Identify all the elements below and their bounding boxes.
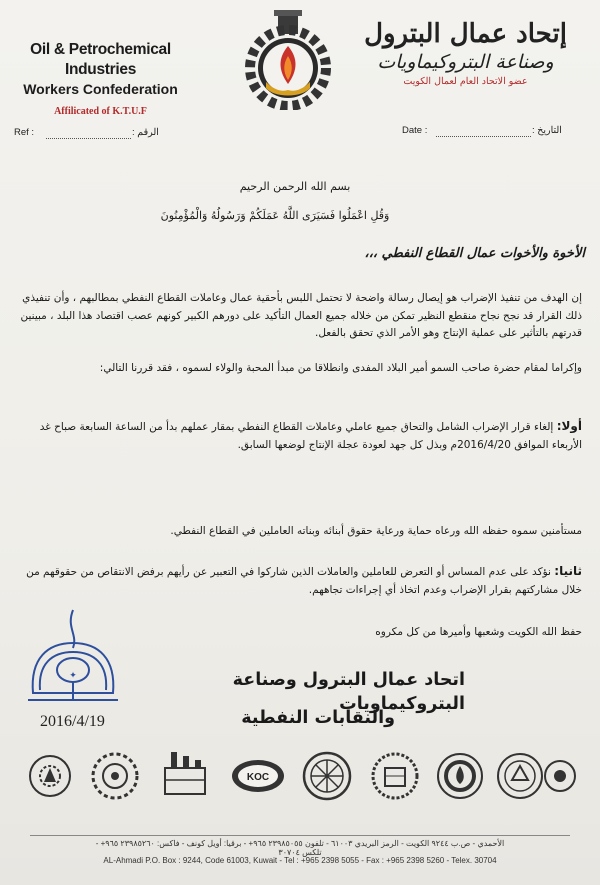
paragraph-3: مستأمنين سموه حفظه الله ورعاه حماية ورعاية حقوق أبنائه وبناته العاملين في القطاع النفطي. [170,525,582,537]
closing-line: حفظ الله الكويت وشعبها وأميرها من كل مكروه [375,626,582,638]
ref-label: Ref : [14,127,35,138]
affiliation-text: Affilicated of K.T.U.F [54,106,147,117]
svg-text:✦: ✦ [69,671,77,681]
org-name-line2: Workers Confederation [23,81,178,97]
first-decision [20,418,582,454]
arabic-org-line2: وصناعة البتروكيماويات [377,51,554,73]
arabic-affiliation-text: عضو الاتحاد العام لعمال الكويت [403,76,528,87]
svg-text:KOC: KOC [246,772,270,783]
member-logo-3-icon [165,752,205,794]
footer-arabic: الأحمدي - ص.ب ٩٢٤٤ الكويت - الرمز البريدي ٦١٠٠٣ - تلفون ٢٣٩٨٥٠٥٥ ٩٦٥+ - برقيا: أويل كونف - فاكس: ٢٣٩٨٥٢٦٠ ٩٦٥+ - تلكس ٣٠٧٠٤ [95,839,505,857]
confederation-emblem-icon [238,10,338,110]
member-logos-row [20,745,580,807]
member-logo-1-icon [30,756,70,796]
member-logo-8-icon [498,754,542,798]
member-logo-7-icon [438,754,482,798]
official-stamp-icon [18,608,128,718]
arabic-org-name [343,18,588,87]
greeting: الأخوة والأخوات عمال القطاع النفطي ،،، [364,246,585,261]
member-logo-5-icon [304,753,350,799]
first-label: أولا: [556,419,582,433]
footer-rule [30,835,570,836]
arabic-org-line1: إتحاد عمال البترول [364,19,567,49]
first-text: إلغاء قرار الإضراب الشامل والتحاق جميع عاملي وعاملات القطاع النفطي بمقار عملهم بدأ من الساعة السابعة صباح غد الأربعاء الموافق 2016/4/20م وبذل كل جهد لعودة عجلة الإنتاج لوضعها السابق. [39,421,582,451]
date-label: Date : [402,125,428,136]
date-label-arabic: التاريخ : [532,125,562,136]
signature-line-2: والنقابات النفطية [241,708,395,728]
paragraph-2: وإكراما لمقام حضرة صاحب السمو أمير البلاد المفدى وانطلاقا من مبدأ المحبة والولاء لسموه ، فقد قررنا التالي: [99,362,582,374]
koc-logo-icon [232,760,284,792]
member-logo-6-icon [373,754,417,798]
ref-dotted-line [46,138,131,139]
paragraph-1: إن الهدف من تنفيذ الإضراب هو إيصال رسالة واضحة لا تحتمل اللبس بأحقية عمال وعاملات القطاع النفطي بمطالبهم ، وأن تنفيذي ذلك القرار قد نجح نجاح منقطع النظير تمكن من خلاله جميع العمال التأكيد على دورهم الكبير كونهم عصب اقتصاد هذا البلد ، مبينين قدرتهم بالتأثير على عملية الإنتاج وهو الأمر الذي تحقق بالفعل. [20,292,582,339]
signature-line-1: اتحاد عمال البترول وصناعة البتروكيماويات [232,670,465,714]
second-decision [20,563,582,599]
quran-verse: وَقُلِ اعْمَلُوا فَسَيَرَى اللَّهُ عَمَلَكُمْ وَرَسُولُهُ وَالْمُؤْمِنُونَ [160,209,390,222]
english-org-name [8,40,193,117]
second-text: نؤكد على عدم المساس أو التعرض للعاملين والعاملات الذين شاركوا في التعبير عن رأيهم برفض الانتقاص من حقوقهم من خلال مشاركتهم بقرار الإضراب وعدم اتخاذ أي إجراءات تجاههم. [26,566,582,596]
basmala: بسم الله الرحمن الرحيم [239,180,351,193]
org-name-line1: Oil & Petrochemical Industries [30,41,171,78]
ref-label-arabic: الرقم : [132,127,159,138]
member-logo-9-icon [545,761,575,791]
date-dotted-line [436,136,531,137]
footer-english: AL-Ahmadi P.O. Box : 9244, Code 61003, Kuwait - Tel : +965 2398 5055 - Fax : +965 2398 5260 - Telex. 30704 [103,856,497,865]
second-label: ثانيا: [554,564,582,578]
letter-date: 2016/4/19 [40,713,105,730]
member-logo-2-icon [93,754,137,798]
